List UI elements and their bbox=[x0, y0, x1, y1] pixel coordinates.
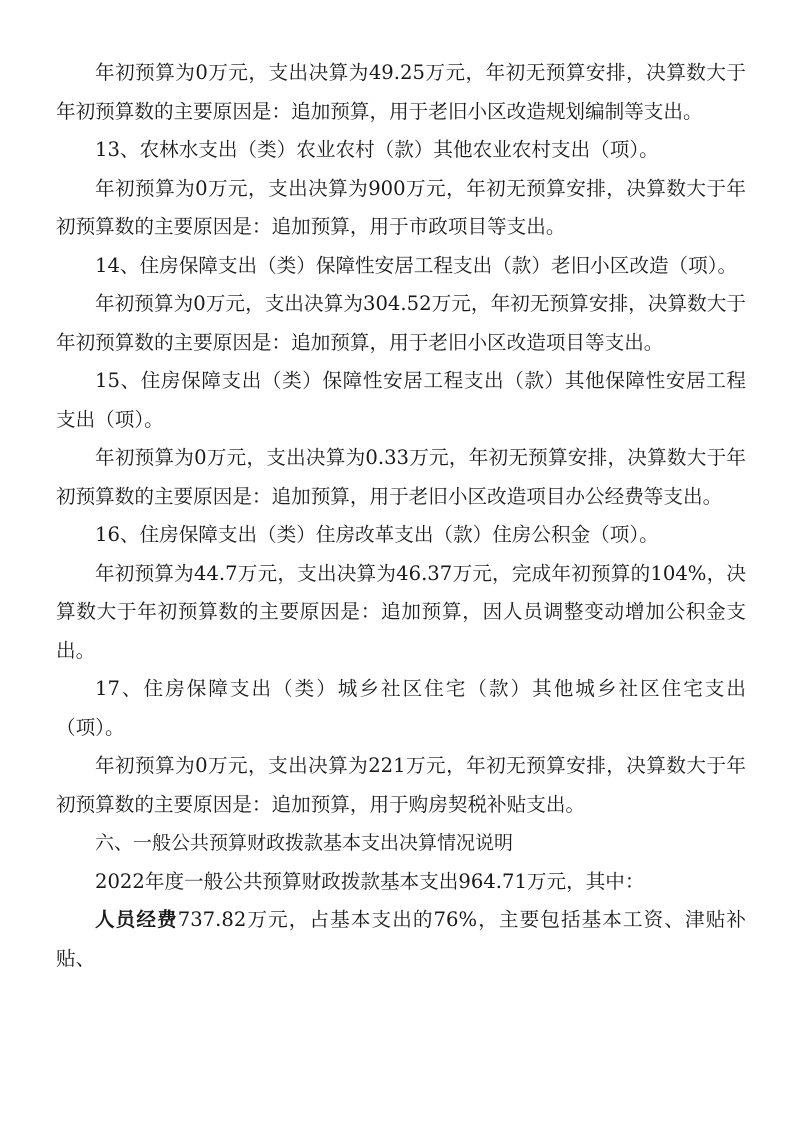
paragraph-budget-12: 年初预算为0万元，支出决算为49.25万元，年初无预算安排，决算数大于年初预算数的主要原因是：追加预算，用于老旧小区改造规划编制等支出。 bbox=[56, 61, 746, 123]
paragraph-item-16: 16、住房保障支出（类）住房改革支出（款）住房公积金（项）。 bbox=[95, 523, 659, 546]
document-body bbox=[56, 54, 746, 978]
paragraph-budget-17: 年初预算为0万元，支出决算为221万元，年初无预算安排，决算数大于年初预算数的主要原因是：追加预算，用于购房契税补贴支出。 bbox=[56, 754, 746, 816]
paragraph-item-15: 15、住房保障支出（类）保障性安居工程支出（款）其他保障性安居工程支出（项）。 bbox=[56, 369, 746, 431]
section-heading: 六、一般公共预算财政拨款基本支出决算情况说明 bbox=[95, 832, 514, 854]
personnel-label: 人员经费 bbox=[95, 908, 178, 931]
paragraph-budget-15: 年初预算为0万元，支出决算为0.33万元，年初无预算安排，决算数大于年初预算数的主要原因是：追加预算，用于老旧小区改造项目办公经费等支出。 bbox=[56, 446, 746, 508]
paragraph-budget-13: 年初预算为0万元，支出决算为900万元，年初无预算安排，决算数大于年初预算数的主要原因是：追加预算，用于市政项目等支出。 bbox=[56, 176, 746, 238]
paragraph-item-17: 17、住房保障支出（类）城乡社区住宅（款）其他城乡社区住宅支出（项）。 bbox=[56, 677, 746, 739]
summary-paragraph: 2022年度一般公共预算财政拨款基本支出964.71万元，其中： bbox=[95, 869, 645, 893]
paragraph-budget-14: 年初预算为0万元，支出决算为304.52万元，年初无预算安排，决算数大于年初预算数的主要原因是：追加预算，用于老旧小区改造项目等支出。 bbox=[56, 292, 746, 354]
personnel-text: 737.82万元，占基本支出的76%，主要包括基本工资、津贴补贴、 bbox=[56, 908, 747, 970]
paragraph-item-14: 14、住房保障支出（类）保障性安居工程支出（款）老旧小区改造（项）。 bbox=[95, 253, 738, 277]
paragraph-budget-16: 年初预算为44.7万元，支出决算为46.37万元，完成年初预算的104%，决算数大于年初预算数的主要原因是：追加预算，因人员调整变动增加公积金支出。 bbox=[56, 561, 746, 662]
personnel-paragraph bbox=[56, 901, 746, 978]
paragraph-item-13: 13、农林水支出（类）农业农村（款）其他农业农村支出（项）。 bbox=[95, 138, 659, 161]
